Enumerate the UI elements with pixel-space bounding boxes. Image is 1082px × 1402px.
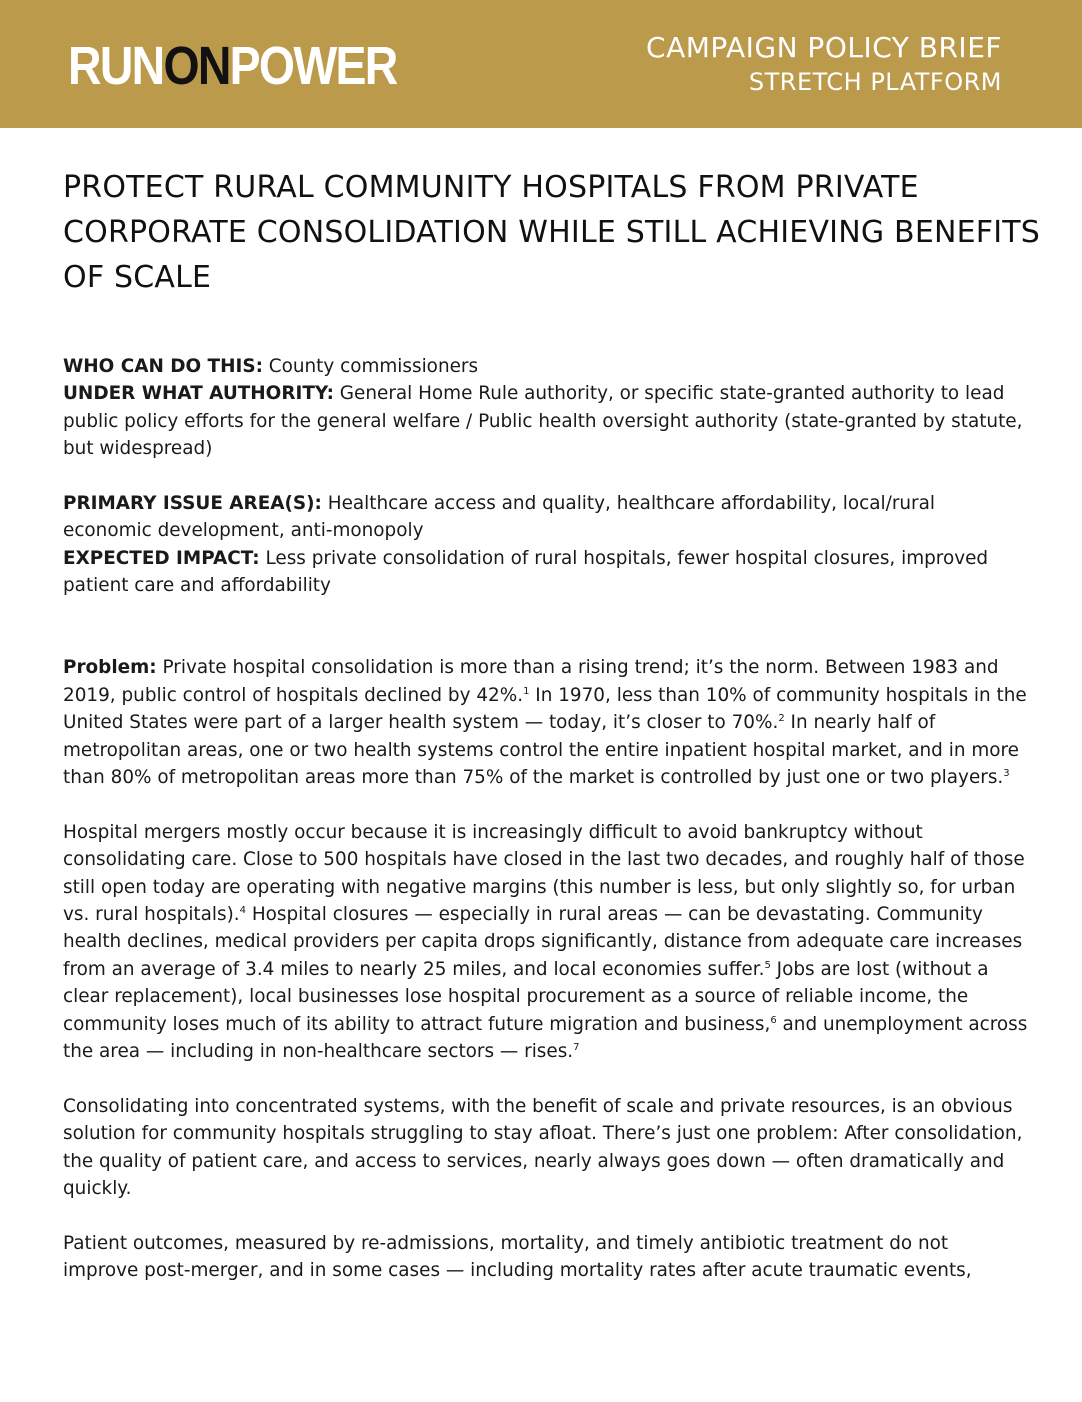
footnote-ref: 3 (1003, 767, 1010, 779)
brief-subtitle: STRETCH PLATFORM (748, 68, 1002, 96)
impact-line (63, 545, 1028, 600)
who-label: WHO CAN DO THIS: (63, 356, 263, 377)
who-line (63, 353, 1028, 380)
footnote-ref: 5 (764, 959, 771, 971)
mergers-text-1: Hospital mergers mostly occur because it is increasingly difficult to avoid bankruptcy without consolidating care. Close to 500 hospitals have closed in the last two decades, and roughly half of those still open today are operating with negative margins (this number is less, but only slightly so, for urban vs. rural hospitals). (63, 821, 1025, 926)
mergers-text-2: Hospital closures — especially in rural areas — can be devastating. Community health declines, medical providers per capita drops significantly, distance from adequate care increases from an average of 3.4 miles to nearly 25 miles, and local economies suffer. (63, 904, 1023, 980)
problem-paragraph (63, 654, 1028, 791)
footnote-ref: 1 (523, 685, 530, 697)
authority-line (63, 380, 1028, 462)
footnote-ref: 7 (573, 1041, 580, 1053)
authority-label: UNDER WHAT AUTHORITY: (63, 383, 334, 405)
brief-heading (646, 30, 1002, 98)
document-body (63, 353, 1028, 1285)
issue-value: Healthcare access and quality, healthcare affordability, local/rural economic development, anti-monopoly (63, 493, 935, 542)
authority-value: General Home Rule authority, or specific state-granted authority to lead public policy efforts for the general welfare / Public health oversight authority (state-granted by statute, but widespread) (63, 383, 1023, 460)
logo-run: RUN (68, 36, 164, 96)
mergers-paragraph (63, 819, 1028, 1066)
footnote-ref: 2 (778, 713, 785, 725)
footnote-ref: 4 (239, 904, 246, 916)
page-title: PROTECT RURAL COMMUNITY HOSPITALS FROM PRIVATE CORPORATE CONSOLIDATION WHILE STILL ACHIEVING BENEFITS OF SCALE (63, 170, 1041, 295)
consolidation-paragraph: Consolidating into concentrated systems, with the benefit of scale and private resources, is an obvious solution for community hospitals struggling to stay afloat. There’s just one problem: After consolidation, the quality of patient care, and access to services, nearly always goes down — often dramatically and quickly. (63, 1095, 1023, 1200)
mergers-text-4: and unemployment across the area — including in non-healthcare sectors — rises. (63, 1013, 1028, 1063)
impact-value: Less private consolidation of rural hospitals, fewer hospital closures, improved patient care and affordability (63, 547, 989, 597)
problem-label: Problem: (63, 657, 157, 679)
brief-title: CAMPAIGN POLICY BRIEF (646, 31, 1002, 64)
impact-label: EXPECTED IMPACT: (63, 547, 260, 569)
logo-power: POWER (229, 36, 397, 96)
issue-label: PRIMARY ISSUE AREA(S): (63, 493, 322, 515)
header-band (0, 0, 1082, 128)
run-on-power-logo (68, 36, 397, 96)
footnote-ref: 6 (770, 1014, 777, 1026)
mergers-text-3: Jobs are lost (without a clear replacement), local businesses lose hospital procurement as a source of reliable income, the community loses much of its ability to attract future migration and business, (63, 958, 989, 1035)
who-value: County commissioners (262, 356, 479, 377)
problem-text-1: Private hospital consolidation is more than a rising trend; it’s the norm. Between 1983 and 2019, public control of hospitals declined by 42%. (63, 657, 999, 706)
problem-text-2: In 1970, less than 10% of community hospitals in the United States were part of a larger health system — today, it’s closer to 70%. (63, 684, 1027, 734)
outcomes-paragraph: Patient outcomes, measured by re-admissions, mortality, and timely antibiotic treatment do not improve post-merger, and in some cases — including mortality rates after acute traumatic events, (63, 1232, 972, 1282)
problem-text-3: In nearly half of metropolitan areas, one or two health systems control the entire inpatient hospital market, and in more than 80% of metropolitan areas more than 75% of the market is controlled by just one or two players. (63, 712, 1019, 789)
issue-line (63, 490, 1028, 545)
logo-on: ON (163, 36, 230, 96)
